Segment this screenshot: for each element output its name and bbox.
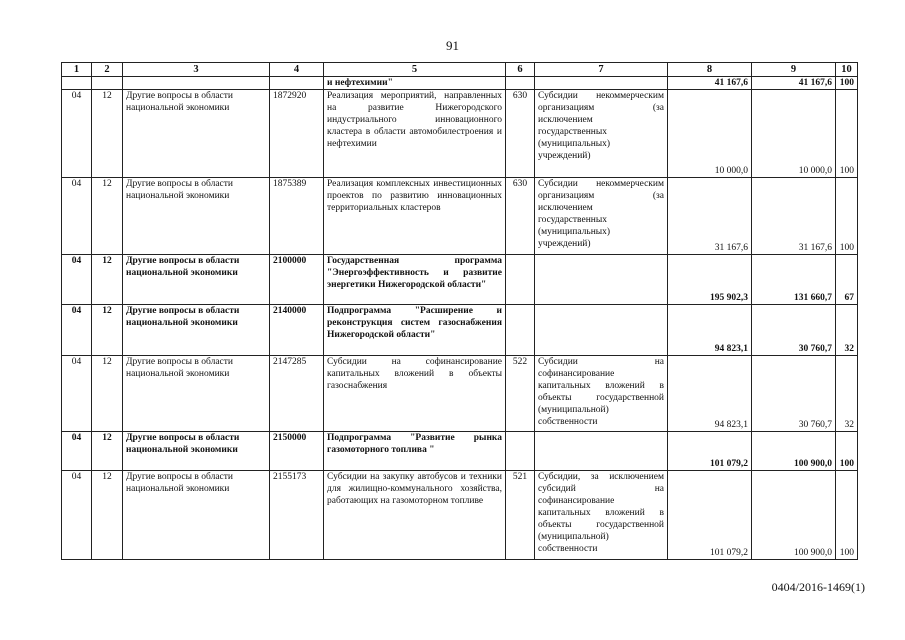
target-code-cell: 2150000	[270, 432, 324, 471]
column-header: 6	[506, 63, 535, 77]
table-row	[62, 90, 858, 178]
section-cell: 04	[62, 432, 92, 471]
subsection-cell: 12	[92, 356, 123, 432]
column-header: 8	[668, 63, 752, 77]
table-row	[62, 356, 858, 432]
section-name-cell: Другие вопросы в области национальной экономики	[123, 90, 270, 178]
table-row	[62, 77, 858, 90]
planned-amount-cell: 195 902,3	[668, 255, 752, 305]
description-cell: Субсидии на закупку автобусов и техники для жилищно-коммунального хозяйства, работающих на газомоторном топливе	[324, 471, 506, 560]
target-code-cell: 2100000	[270, 255, 324, 305]
header-row	[62, 63, 858, 77]
planned-amount-cell: 101 079,2	[668, 471, 752, 560]
subsection-cell: 12	[92, 471, 123, 560]
expense-name-cell	[535, 77, 668, 90]
column-header: 10	[836, 63, 858, 77]
expense-type-cell	[506, 305, 535, 356]
expense-type-cell: 522	[506, 356, 535, 432]
subsection-cell: 12	[92, 255, 123, 305]
expense-name-cell: Субсидии некоммерческим организациям (за исключением государственных (муниципальных) учреждений)	[535, 90, 668, 178]
section-cell: 04	[62, 178, 92, 255]
target-code-cell: 2140000	[270, 305, 324, 356]
actual-amount-cell: 30 760,7	[752, 305, 836, 356]
table-row	[62, 178, 858, 255]
target-code-cell: 1872920	[270, 90, 324, 178]
column-header: 9	[752, 63, 836, 77]
subsection-cell: 12	[92, 432, 123, 471]
actual-amount-cell: 131 660,7	[752, 255, 836, 305]
table-row	[62, 305, 858, 356]
expense-type-cell: 630	[506, 178, 535, 255]
section-name-cell: Другие вопросы в области национальной экономики	[123, 432, 270, 471]
percent-cell: 100	[836, 432, 858, 471]
section-cell: 04	[62, 90, 92, 178]
column-header: 2	[92, 63, 123, 77]
percent-cell: 100	[836, 77, 858, 90]
description-cell: Подпрограмма "Расширение и реконструкция систем газоснабжения Нижегородской области"	[324, 305, 506, 356]
description-cell: Реализация мероприятий, направленных на развитие Нижегородского индустриального инновационного кластера в области автомобилестроения и нефтехимии	[324, 90, 506, 178]
expense-type-cell	[506, 77, 535, 90]
percent-cell: 32	[836, 356, 858, 432]
section-name-cell: Другие вопросы в области национальной экономики	[123, 356, 270, 432]
expense-type-cell	[506, 432, 535, 471]
expense-name-cell	[535, 255, 668, 305]
planned-amount-cell: 101 079,2	[668, 432, 752, 471]
actual-amount-cell: 10 000,0	[752, 90, 836, 178]
percent-cell: 100	[836, 471, 858, 560]
description-cell: Подпрограмма "Развитие рынка газомоторного топлива "	[324, 432, 506, 471]
section-name-cell: Другие вопросы в области национальной экономики	[123, 255, 270, 305]
table-row	[62, 432, 858, 471]
column-header: 1	[62, 63, 92, 77]
expense-type-cell	[506, 255, 535, 305]
column-header: 5	[324, 63, 506, 77]
percent-cell: 100	[836, 178, 858, 255]
subsection-cell: 12	[92, 90, 123, 178]
planned-amount-cell: 41 167,6	[668, 77, 752, 90]
section-cell: 04	[62, 356, 92, 432]
description-cell: Государственная программа "Энергоэффективность и развитие энергетики Нижегородской области"	[324, 255, 506, 305]
subsection-cell	[92, 77, 123, 90]
section-cell: 04	[62, 471, 92, 560]
expense-name-cell	[535, 305, 668, 356]
planned-amount-cell: 31 167,6	[668, 178, 752, 255]
column-header: 4	[270, 63, 324, 77]
planned-amount-cell: 94 823,1	[668, 356, 752, 432]
section-name-cell: Другие вопросы в области национальной экономики	[123, 178, 270, 255]
actual-amount-cell: 41 167,6	[752, 77, 836, 90]
target-code-cell: 2155173	[270, 471, 324, 560]
table-row	[62, 471, 858, 560]
subsection-cell: 12	[92, 178, 123, 255]
subsection-cell: 12	[92, 305, 123, 356]
expense-name-cell: Субсидии, за исключением субсидий на софинансирование капитальных вложений в объекты государственной (муниципальной) собственности	[535, 471, 668, 560]
percent-cell: 32	[836, 305, 858, 356]
section-name-cell: Другие вопросы в области национальной экономики	[123, 471, 270, 560]
column-header: 7	[535, 63, 668, 77]
target-code-cell: 1875389	[270, 178, 324, 255]
expense-name-cell	[535, 432, 668, 471]
section-cell	[62, 77, 92, 90]
planned-amount-cell: 10 000,0	[668, 90, 752, 178]
section-name-cell: Другие вопросы в области национальной экономики	[123, 305, 270, 356]
description-cell: Реализация комплексных инвестиционных проектов по развитию инновационных территориальных кластеров	[324, 178, 506, 255]
page-number: 91	[446, 38, 459, 53]
actual-amount-cell: 31 167,6	[752, 178, 836, 255]
expense-type-cell: 521	[506, 471, 535, 560]
target-code-cell: 2147285	[270, 356, 324, 432]
actual-amount-cell: 30 760,7	[752, 356, 836, 432]
section-cell: 04	[62, 255, 92, 305]
percent-cell: 67	[836, 255, 858, 305]
expense-name-cell: Субсидии некоммерческим организациям (за исключением государственных (муниципальных) учреждений)	[535, 178, 668, 255]
expense-name-cell: Субсидии на софинансирование капитальных вложений в объекты государственной (муниципальной) собственности	[535, 356, 668, 432]
target-code-cell	[270, 77, 324, 90]
budget-table	[61, 62, 858, 560]
description-cell: и нефтехимии"	[324, 77, 506, 90]
actual-amount-cell: 100 900,0	[752, 432, 836, 471]
percent-cell: 100	[836, 90, 858, 178]
planned-amount-cell: 94 823,1	[668, 305, 752, 356]
section-cell: 04	[62, 305, 92, 356]
expense-type-cell: 630	[506, 90, 535, 178]
description-cell: Субсидии на софинансирование капитальных вложений в объекты газоснабжения	[324, 356, 506, 432]
actual-amount-cell: 100 900,0	[752, 471, 836, 560]
document-code: 0404/2016-1469(1)	[771, 580, 865, 594]
column-header: 3	[123, 63, 270, 77]
table-row	[62, 255, 858, 305]
section-name-cell	[123, 77, 270, 90]
